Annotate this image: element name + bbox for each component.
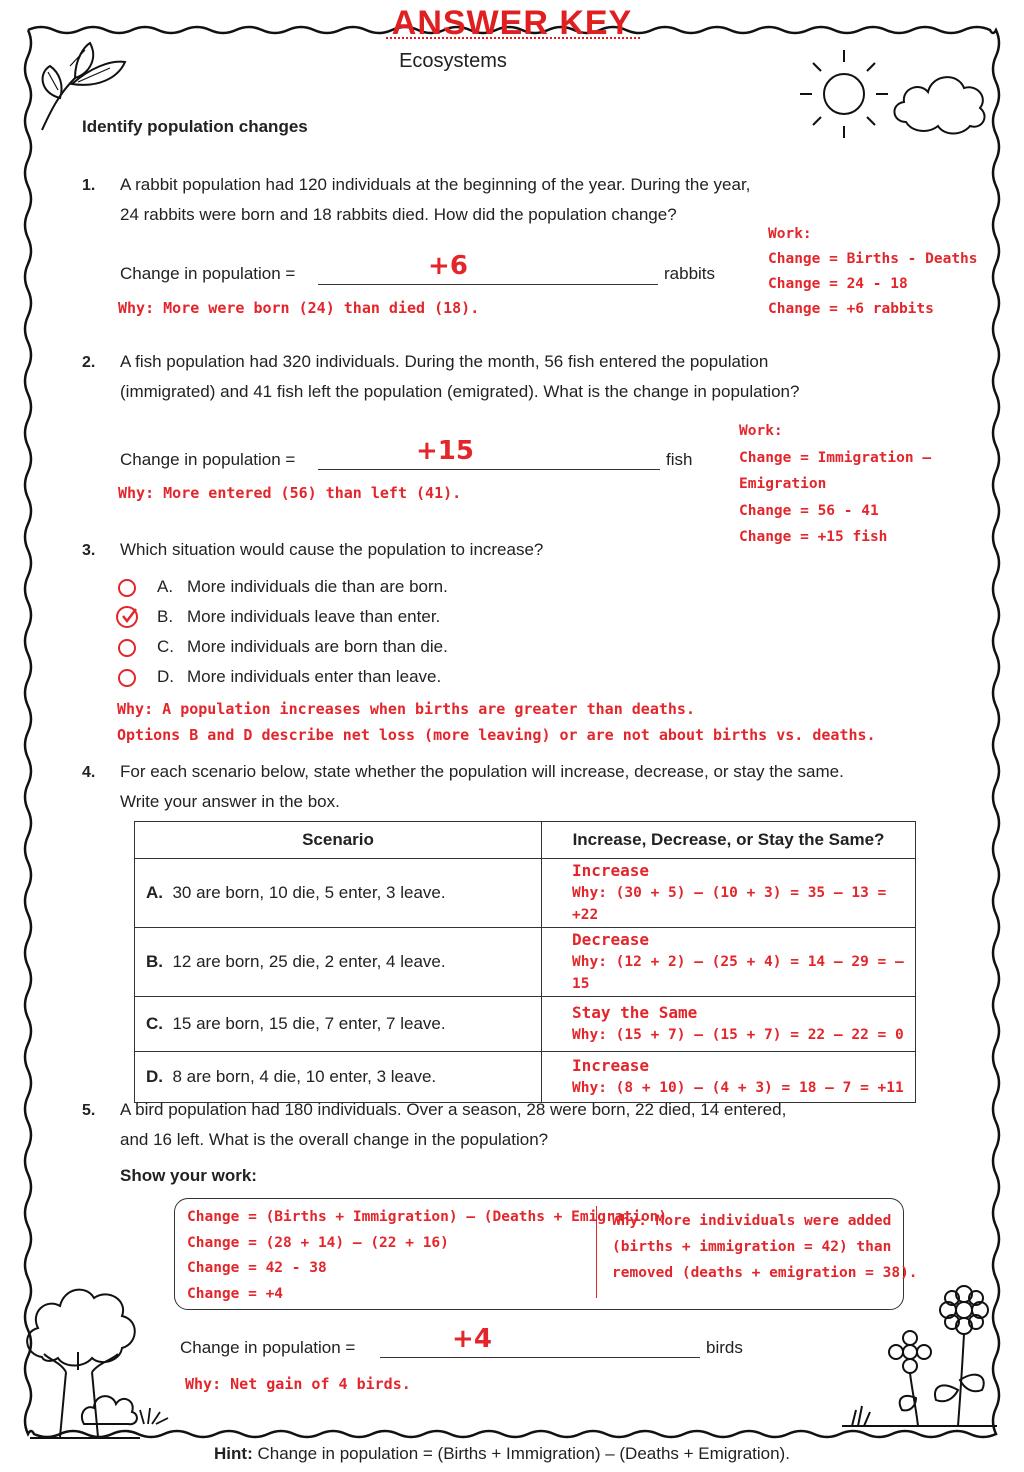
q1-answer-line xyxy=(318,284,658,285)
q1-work-line: Change = Births - Deaths xyxy=(768,251,978,267)
question-2-text xyxy=(120,347,920,407)
answer-key-title: ANSWER KEY xyxy=(391,4,633,42)
question-1-number: 1. xyxy=(82,177,96,194)
question-5-line-2: and 16 left. What is the overall change in the population? xyxy=(120,1130,549,1149)
table-row xyxy=(135,928,916,997)
section-title: Identify population changes xyxy=(82,117,308,136)
q5-work-line: Change = (Births + Immigration) – (Deaths + Emigration) xyxy=(187,1209,668,1225)
table-row xyxy=(135,859,916,928)
q1-answer-value: +6 xyxy=(428,251,468,281)
q5-answer-value: +4 xyxy=(452,1324,492,1354)
scenario-text: 12 are born, 25 die, 2 enter, 4 leave. xyxy=(172,952,446,971)
q2-answer-unit: fish xyxy=(666,450,693,469)
q5-work-why-line: Why: More individuals were added xyxy=(612,1213,892,1229)
option-d-radio[interactable] xyxy=(118,669,136,687)
option-b-letter: B. xyxy=(157,607,174,626)
grass-icon xyxy=(140,1408,168,1424)
q2-answer-line xyxy=(318,469,660,470)
question-1-text xyxy=(120,170,840,230)
scenario-text: 8 are born, 4 die, 10 enter, 3 leave. xyxy=(172,1067,437,1086)
q1-work xyxy=(768,222,978,322)
q5-work-line: Change = 42 - 38 xyxy=(187,1260,327,1276)
q2-why: Why: More entered (56) than left (41). xyxy=(118,484,462,502)
question-4-line-1: For each scenario below, state whether the population will increase, decrease, or stay the same. xyxy=(120,762,844,781)
q5-answer-unit: birds xyxy=(706,1338,743,1357)
question-1-line-1: A rabbit population had 120 individuals at the beginning of the year. During the year, xyxy=(120,175,751,194)
answer-cell[interactable] xyxy=(542,997,916,1052)
question-5-number: 5. xyxy=(82,1102,96,1119)
q5-work xyxy=(187,1205,667,1307)
option-c-letter: C. xyxy=(157,637,174,656)
question-4-text xyxy=(120,757,940,817)
q2-answer-value: +15 xyxy=(416,436,474,466)
q1-why: Why: More were born (24) than died (18). xyxy=(118,299,480,317)
row-why: Why: (8 + 10) – (4 + 3) = 18 – 7 = +11 xyxy=(572,1080,904,1096)
question-3-text: Which situation would cause the population to increase? xyxy=(120,540,544,559)
question-2-line-1: A fish population had 320 individuals. During the month, 56 fish entered the population xyxy=(120,352,769,371)
worksheet-subtitle: Ecosystems xyxy=(399,50,507,72)
q5-work-why-line: (births + immigration = 42) than xyxy=(612,1239,892,1255)
question-5-line-1: A bird population had 180 individuals. Over a season, 28 were born, 22 died, 14 entered, xyxy=(120,1100,787,1119)
scenario-text: 30 are born, 10 die, 5 enter, 3 leave. xyxy=(172,883,446,902)
q1-work-line: Change = +6 rabbits xyxy=(768,301,934,317)
question-1-line-2: 24 rabbits were born and 18 rabbits died. How did the population change? xyxy=(120,205,677,224)
q5-work-why-line: removed (deaths + emigration = 38). xyxy=(612,1265,918,1281)
q5-work-why xyxy=(612,1208,918,1286)
show-work-label: Show your work: xyxy=(120,1166,257,1185)
question-2-line-2: (immigrated) and 41 fish left the population (emigrated). What is the change in population? xyxy=(120,382,800,401)
hint-label: Hint: xyxy=(214,1444,253,1463)
row-why: Why: (15 + 7) – (15 + 7) = 22 – 22 = 0 xyxy=(572,1027,904,1043)
hint-footer xyxy=(0,1444,1004,1464)
q1-work-line: Work: xyxy=(768,226,812,242)
q1-work-line: Change = 24 - 18 xyxy=(768,276,908,292)
row-letter: C. xyxy=(146,1014,163,1033)
q2-work-line: Change = +15 fish xyxy=(739,529,888,545)
question-5-text xyxy=(120,1095,920,1155)
q2-work-line: Change = Immigration – Emigration xyxy=(739,449,932,492)
answer-column-header: Increase, Decrease, or Stay the Same? xyxy=(542,822,916,859)
question-4-line-2: Write your answer in the box. xyxy=(120,792,340,811)
q5-answer-label: Change in population = xyxy=(180,1338,356,1357)
row-answer: Decrease xyxy=(572,930,650,949)
question-2-number: 2. xyxy=(82,354,96,371)
row-why: Why: (12 + 2) – (25 + 4) = 14 – 29 = –15 xyxy=(572,954,904,992)
scenario-column-header: Scenario xyxy=(135,822,542,859)
checkmark-icon xyxy=(118,605,140,627)
answer-cell[interactable] xyxy=(542,859,916,928)
q2-work-line: Change = 56 - 41 xyxy=(739,502,879,519)
option-a-text: More individuals die than are born. xyxy=(187,577,448,596)
q3-why-line-1: Why: A population increases when births are greater than deaths. xyxy=(117,700,695,718)
question-3-number: 3. xyxy=(82,542,96,559)
hint-text: Change in population = (Births + Immigration) – (Deaths + Emigration). xyxy=(257,1444,790,1463)
cloud-icon xyxy=(894,77,984,133)
row-letter: A. xyxy=(146,883,163,902)
question-4-number: 4. xyxy=(82,764,96,781)
q1-answer-label: Change in population = xyxy=(120,264,296,283)
option-d-text: More individuals enter than leave. xyxy=(187,667,442,686)
row-why: Why: (30 + 5) – (10 + 3) = 35 – 13 = +22 xyxy=(572,885,887,923)
option-c-radio[interactable] xyxy=(118,639,136,657)
row-answer: Increase xyxy=(572,1056,650,1075)
answer-cell[interactable] xyxy=(542,928,916,997)
option-a-letter: A. xyxy=(157,577,174,596)
title-dotted-underline xyxy=(386,37,640,39)
q1-answer-unit: rabbits xyxy=(664,264,716,283)
option-d-letter: D. xyxy=(157,667,174,686)
option-c-text: More individuals are born than die. xyxy=(187,637,448,656)
q2-work xyxy=(739,418,1024,551)
bush-icon xyxy=(78,1380,178,1430)
q5-why: Why: Net gain of 4 birds. xyxy=(185,1375,411,1393)
q5-work-line: Change = (28 + 14) – (22 + 16) xyxy=(187,1234,449,1251)
scenario-table xyxy=(134,821,916,1103)
table-row xyxy=(135,997,916,1052)
q5-work-line: Change = +4 xyxy=(187,1285,284,1302)
row-letter: B. xyxy=(146,952,163,971)
table-header-row xyxy=(135,822,916,859)
row-answer: Stay the Same xyxy=(572,1003,698,1022)
q2-work-line: Work: xyxy=(739,423,783,439)
q5-answer-line xyxy=(380,1357,700,1358)
option-a-radio[interactable] xyxy=(118,579,136,597)
scenario-cell xyxy=(135,928,542,997)
option-b-text: More individuals leave than enter. xyxy=(187,607,441,626)
scenario-cell xyxy=(135,997,542,1052)
q3-why xyxy=(117,696,876,748)
scenario-text: 15 are born, 15 die, 7 enter, 7 leave. xyxy=(172,1014,446,1033)
row-answer: Increase xyxy=(572,861,650,880)
q2-answer-label: Change in population = xyxy=(120,450,296,469)
q3-why-line-2: Options B and D describe net loss (more leaving) or are not about births vs. deaths. xyxy=(117,726,876,744)
scenario-cell xyxy=(135,859,542,928)
row-letter: D. xyxy=(146,1067,163,1086)
